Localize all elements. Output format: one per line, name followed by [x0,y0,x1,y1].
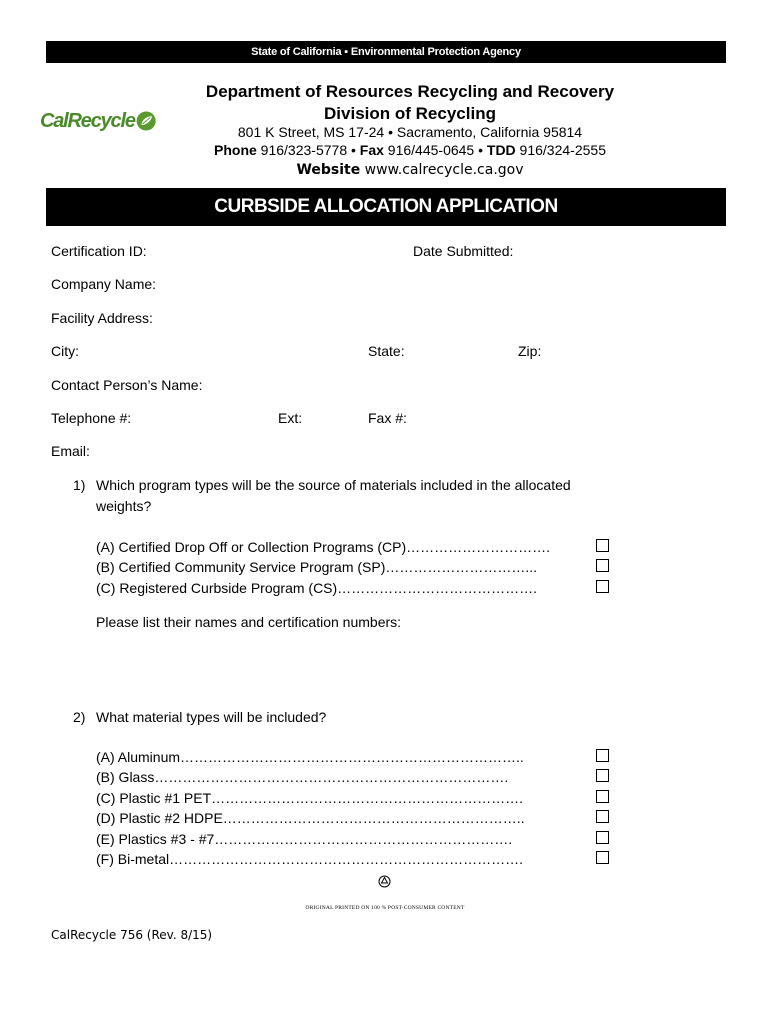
question-1-number: 1) [73,477,86,493]
material-option-hdpe: (D) Plastic #2 HDPE……………………………………………………….. [96,810,525,826]
phone-line [180,141,640,159]
program-option-cp: (A) Certified Drop Off or Collection Programs (CP)…………………………. [96,539,551,555]
tdd-number: 916/324-2555 [515,142,606,158]
list-names-prompt: Please list their names and certification numbers: [96,614,402,630]
certification-id-field[interactable]: Certification ID: [51,243,147,259]
aluminum-checkbox[interactable] [596,749,609,762]
program-sp-checkbox[interactable] [596,559,609,572]
question-1-line-2: weights? [96,498,152,514]
program-cp-checkbox[interactable] [596,539,609,552]
recycle-leaf-icon [136,104,156,138]
form-title: CURBSIDE ALLOCATION APPLICATION [46,188,726,226]
street-address: 801 K Street, MS 17-24 • Sacramento, California 95814 [237,124,583,140]
form-number: CalRecycle 756 (Rev. 8/15) [51,928,213,942]
facility-address-field[interactable]: Facility Address: [51,310,153,326]
material-option-pet: (C) Plastic #1 PET…………………………………………………………. [96,790,524,806]
material-option-plastics-3-7: (E) Plastics #3 - #7………………………………………………………. [96,831,513,847]
ext-field[interactable]: Ext: [278,410,303,426]
calrecycle-logo [40,101,156,141]
question-2-text: What material types will be included? [96,709,327,725]
zip-field[interactable]: Zip: [518,343,542,359]
company-name-field[interactable]: Company Name: [51,276,157,292]
logo-text: CalRecycle [40,109,135,132]
question-2-number: 2) [73,709,86,725]
website-line [180,162,640,178]
material-option-glass: (B) Glass…………………………………………………………………. [96,769,509,785]
program-cs-checkbox[interactable] [596,580,609,593]
department-heading [180,81,640,125]
contact-person-field[interactable]: Contact Person’s Name: [51,377,203,393]
fax-field[interactable]: Fax #: [368,410,407,426]
material-option-bimetal: (F) Bi-metal…………………………………………………………………. [96,851,523,867]
telephone-field[interactable]: Telephone #: [51,410,132,426]
contact-block [180,123,640,159]
department-name: Department of Resources Recycling and Recovery [205,82,615,101]
fax-number: 916/445-0645 • [383,142,487,158]
material-option-aluminum: (A) Aluminum……………………………………………………………….. [96,749,524,765]
plastics-3-7-checkbox[interactable] [596,831,609,844]
agency-banner: State of California ▪ Environmental Protection Agency [46,41,726,63]
tdd-label: TDD [486,142,516,158]
state-field[interactable]: State: [368,343,405,359]
program-option-cs: (C) Registered Curbside Program (CS)……………………………………. [96,580,538,596]
email-field[interactable]: Email: [51,443,90,459]
glass-checkbox[interactable] [596,769,609,782]
recycle-symbol-icon [378,875,391,888]
question-1-text [96,475,571,517]
division-name: Division of Recycling [324,104,496,123]
date-submitted-field[interactable]: Date Submitted: [413,243,514,259]
website-label: Website [296,162,361,178]
city-field[interactable]: City: [51,343,79,359]
recycled-paper-note: ORIGINAL PRINTED ON 100 % POST-CONSUMER CONTENT [305,905,465,911]
bimetal-checkbox[interactable] [596,851,609,864]
fax-label: Fax [359,142,384,158]
pet-checkbox[interactable] [596,790,609,803]
phone-number: 916/323-5778 • [256,142,360,158]
question-1-line-1: Which program types will be the source of materials included in the allocated [96,477,571,493]
program-option-sp: (B) Certified Community Service Program (SP)…………………………... [96,559,538,575]
phone-label: Phone [214,142,257,158]
website-url[interactable]: www.calrecycle.ca.gov [360,162,524,178]
hdpe-checkbox[interactable] [596,810,609,823]
